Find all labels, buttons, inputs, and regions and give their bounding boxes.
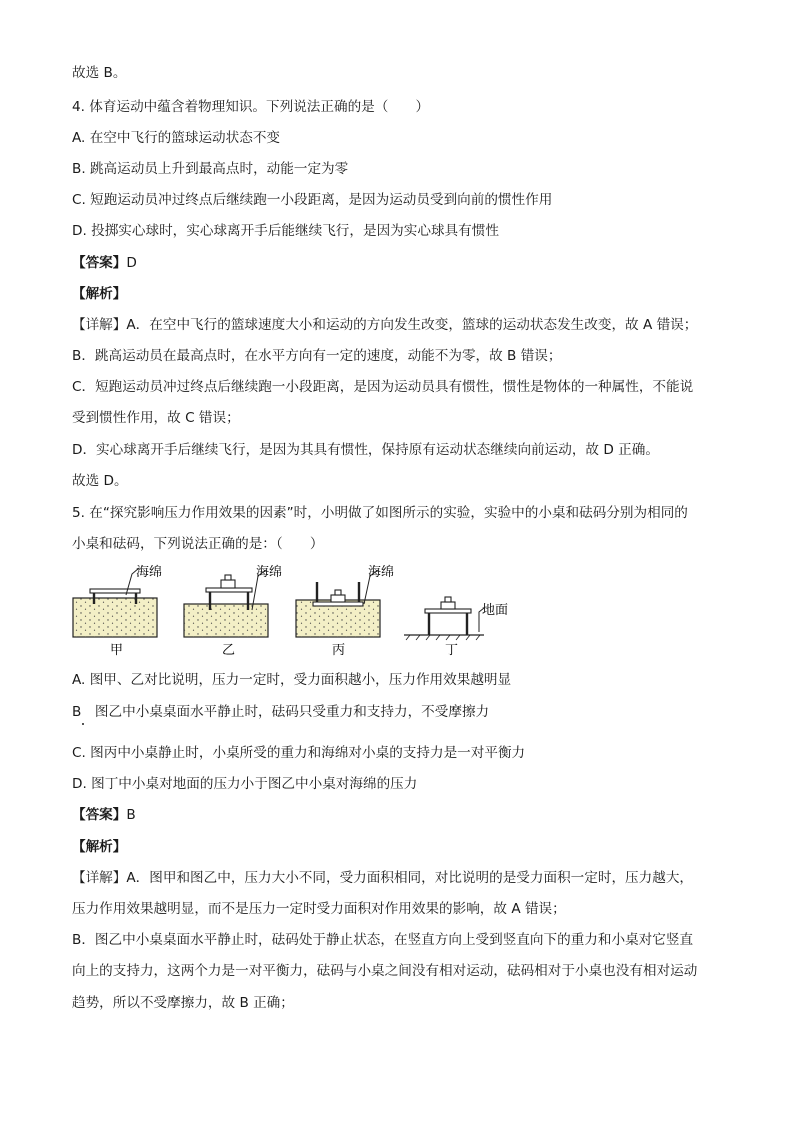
question-5-stem: 5. 在“探究影响压力作用效果的因素”时，小明做了如图所示的实验，实验中的小桌和砝码分别为相同的	[72, 505, 688, 521]
figure-yi	[184, 565, 282, 658]
sponge-label: 海绵	[368, 565, 395, 580]
question-4-option-b: B. 跳高运动员上升到最高点时，动能一定为零	[72, 161, 349, 177]
question-5-option-c: C. 图丙中小桌静止时，小桌所受的重力和海绵对小桌的支持力是一对平衡力	[72, 745, 526, 761]
explanation-4-line: 故选 D。	[72, 473, 128, 489]
question-5-option-b: B 图乙中小桌桌面水平静止时，砝码只受重力和支持力，不受摩擦力	[72, 704, 490, 720]
question-4-option-a: A. 在空中飞行的篮球运动状态不变	[72, 130, 281, 146]
caption-bing: 丙	[332, 643, 346, 658]
figure-ding	[404, 597, 508, 658]
explanation-4-line: 【详解】A．在空中飞行的篮球速度大小和运动的方向发生改变，篮球的运动状态发生改变，故 A 错误；	[72, 317, 698, 333]
explanation-4-line: D．实心球离开手后继续飞行，是因为其具有惯性，保持原有运动状态继续向前运动，故 D 正确。	[72, 442, 659, 458]
analysis-4-heading: 【解析】	[72, 286, 127, 302]
explanation-4-line: C．短跑运动员冲过终点后继续跑一小段距离，是因为运动员具有惯性，惯性是物体的一种属性，不能说	[72, 379, 694, 395]
question-5-option-d: D. 图丁中小桌对地面的压力小于图乙中小桌对海绵的压力	[72, 776, 418, 792]
sponge-label: 海绵	[136, 565, 163, 580]
explanation-5-line: 压力作用效果越明显，而不是压力一定时受力面积对作用效果的影响，故 A 错误；	[72, 901, 566, 917]
caption-jia: 甲	[110, 643, 124, 658]
sponge-label: 海绵	[256, 565, 283, 580]
ground-label: 地面	[482, 603, 509, 618]
explanation-4-line: B．跳高运动员在最高点时，在水平方向有一定的速度，动能不为零，故 B 错误；	[72, 348, 562, 364]
experiment-figure	[70, 562, 530, 662]
explanation-4-line: 受到惯性作用，故 C 错误；	[72, 410, 240, 426]
explanation-5-line: 趋势，所以不受摩擦力，故 B 正确；	[72, 995, 294, 1011]
figure-bing	[296, 565, 394, 658]
question-4-stem: 4. 体育运动中蕴含着物理知识。下列说法正确的是（ ）	[72, 99, 430, 115]
analysis-5-heading: 【解析】	[72, 839, 127, 855]
figure-jia	[73, 565, 162, 658]
question-4-option-c: C. 短跑运动员冲过终点后继续跑一小段距离，是因为运动员受到向前的惯性作用	[72, 192, 553, 208]
question-4-option-d: D. 投掷实心球时，实心球离开手后能继续飞行，是因为实心球具有惯性	[72, 223, 499, 239]
question-5-option-a: A. 图甲、乙对比说明，压力一定时，受力面积越小，压力作用效果越明显	[72, 672, 512, 688]
explanation-5-line: 向上的支持力，这两个力是一对平衡力，砝码与小桌之间没有相对运动，砝码相对于小桌也没有相对运动	[72, 963, 698, 979]
answer-5: 【答案】B	[72, 807, 136, 823]
explanation-5-line: B．图乙中小桌桌面水平静止时，砝码处于静止状态，在竖直方向上受到竖直向下的重力和小桌对它竖直	[72, 932, 694, 948]
answer-4: 【答案】D	[72, 255, 137, 271]
caption-ding: 丁	[445, 643, 459, 658]
text-line: 故选 B。	[72, 65, 127, 81]
question-5-stem: 小桌和砝码，下列说法正确的是：（ ）	[72, 536, 324, 552]
caption-yi: 乙	[222, 643, 236, 658]
explanation-5-line: 【详解】A．图甲和图乙中，压力大小不同，受力面积相同，对比说明的是受力面积一定时，压力越大，	[72, 870, 694, 886]
stray-dot	[82, 723, 84, 725]
